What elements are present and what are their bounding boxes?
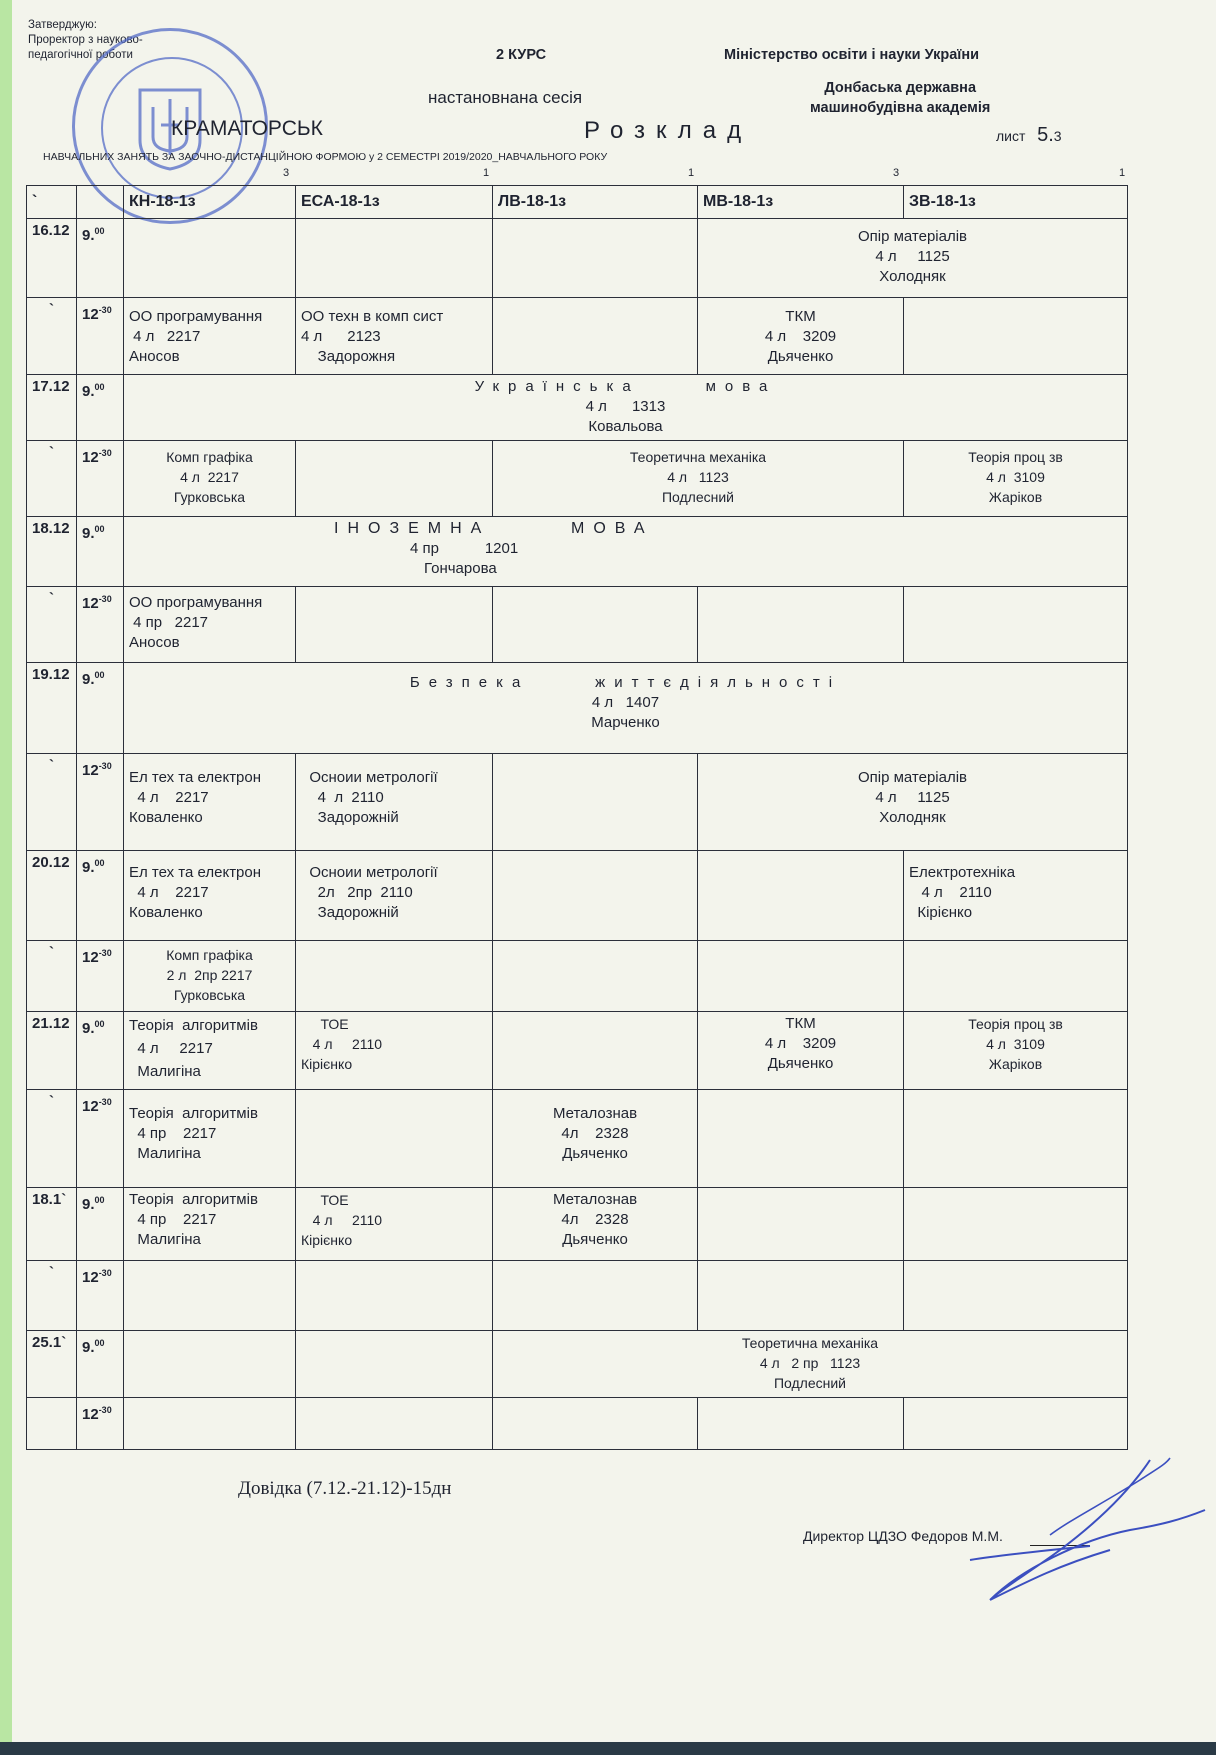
lesson-cell: ТКМ 4 л 3209 Дьяченко <box>698 298 904 375</box>
lesson-cell: Осноии метрології 2л 2пр 2110 Задорожній <box>296 851 493 941</box>
time-cell: $12^{-30}$ <box>77 587 124 663</box>
column-number: 1 <box>483 167 490 179</box>
course-label: 2 КУРС <box>496 47 547 63</box>
lesson-cell: Комп графіка 2 л 2пр 2217 Гурковська <box>124 941 296 1012</box>
date-cell: ` <box>27 754 77 851</box>
column-number: 3 <box>893 167 900 179</box>
time-cell: 9.00 <box>77 851 124 941</box>
time-cell: $12^{-30}$ <box>77 1090 124 1188</box>
approval-line: Проректор з науково- <box>28 34 143 46</box>
lesson-cell: ОО програмування 4 пр 2217 Аносов <box>124 587 296 663</box>
time-cell: 9.00 <box>77 375 124 441</box>
lesson-cell: Комп графіка 4 л 2217 Гурковська <box>124 441 296 517</box>
header-row <box>27 186 1128 219</box>
date-cell: 21.12 <box>27 1012 77 1090</box>
lesson-cell <box>904 298 1128 375</box>
handwritten-signature-icon <box>930 1450 1210 1620</box>
date-cell: 20.12 <box>27 851 77 941</box>
date-cell: 16.12 <box>27 219 77 298</box>
lesson-cell <box>296 1331 493 1398</box>
time-cell: 9.00 <box>77 663 124 754</box>
lesson-cell: Електротехніка 4 л 2110 Кірієнко <box>904 851 1128 941</box>
date-cell: ` <box>27 298 77 375</box>
date-cell: 19.12 <box>27 663 77 754</box>
sheet-number <box>996 124 1062 147</box>
lesson-cell: Металознав 4л 2328 Дьяченко <box>493 1090 698 1188</box>
sheet-sub: 3 <box>1053 128 1062 144</box>
city-name: КРАМАТОРСЬК <box>171 117 323 140</box>
table-row <box>27 1398 1128 1450</box>
lesson-cell <box>124 219 296 298</box>
table-row <box>27 587 1128 663</box>
table-row <box>27 1331 1128 1398</box>
lesson-cell: Осноии метрології 4 л 2110 Задорожній <box>296 754 493 851</box>
table-row <box>27 375 1128 441</box>
approval-line: педагогічної роботи <box>28 49 133 61</box>
sheet-num: 5. <box>1037 124 1054 146</box>
lesson-cell <box>493 587 698 663</box>
group-header: КН-18-1з <box>124 186 296 219</box>
lesson-cell: Теоретична механіка 4 л 2 пр 1123 Подлесний <box>493 1331 1128 1398</box>
table-row <box>27 219 1128 298</box>
date-cell: ` <box>27 587 77 663</box>
corner-cell: ` <box>27 186 77 219</box>
time-cell: 9.00 <box>77 517 124 587</box>
lesson-cell: ТОЕ 4 л 2110 Кірієнко <box>296 1188 493 1261</box>
lesson-cell <box>296 587 493 663</box>
schedule-table <box>26 185 1128 1450</box>
lesson-cell <box>493 298 698 375</box>
column-number: 1 <box>1119 167 1126 179</box>
lesson-cell <box>493 851 698 941</box>
time-cell: $12^{-30}$ <box>77 441 124 517</box>
lesson-cell <box>904 1398 1128 1450</box>
date-cell <box>27 1398 77 1450</box>
time-cell: $12^{-30}$ <box>77 754 124 851</box>
date-cell: ` <box>27 1261 77 1331</box>
time-cell: 9.00 <box>77 1188 124 1261</box>
scan-bottom-edge <box>0 1742 1216 1755</box>
lesson-cell <box>296 1261 493 1331</box>
lesson-cell <box>904 1090 1128 1188</box>
lesson-cell: Ел тех та електрон 4 л 2217 Коваленко <box>124 754 296 851</box>
lesson-cell: ТКМ 4 л 3209 Дьяченко <box>698 1012 904 1090</box>
lesson-cell <box>698 1261 904 1331</box>
lesson-cell: ТОЕ 4 л 2110 Кірієнко <box>296 1012 493 1090</box>
date-cell: 17.12 <box>27 375 77 441</box>
time-cell: $12^{-30}$ <box>77 941 124 1012</box>
date-cell: ` <box>27 1090 77 1188</box>
table-row <box>27 298 1128 375</box>
table-row <box>27 941 1128 1012</box>
lesson-cell <box>493 1012 698 1090</box>
lesson-cell <box>296 941 493 1012</box>
table-row <box>27 754 1128 851</box>
academy-name <box>810 78 990 118</box>
time-cell: $12^{-30}$ <box>77 1261 124 1331</box>
lesson-cell: Теорія алгоритмів 4 пр 2217 Малигіна <box>124 1090 296 1188</box>
lesson-cell <box>296 1090 493 1188</box>
lesson-cell: ОО техн в комп сист 4 л 2123 Задорожня <box>296 298 493 375</box>
scan-edge-strip <box>0 0 12 1755</box>
lesson-cell: Опір матеріалів 4 л 1125 Холодняк <box>698 219 1128 298</box>
lesson-cell: Теорія алгоритмів 4 л 2217 Малигіна <box>124 1012 296 1090</box>
academy-line: Донбаська державна <box>824 80 977 96</box>
date-cell: ` <box>27 441 77 517</box>
table-row <box>27 441 1128 517</box>
group-header: ЕСА-18-1з <box>296 186 493 219</box>
session-label: настановнана сесія <box>428 88 583 107</box>
lesson-cell: Теоретична механіка 4 л 1123 Подлесний <box>493 441 904 517</box>
table-row <box>27 1261 1128 1331</box>
table-row <box>27 517 1128 587</box>
group-header: ЗВ-18-1з <box>904 186 1128 219</box>
time-cell: 9.00 <box>77 1012 124 1090</box>
column-number: 3 <box>283 167 290 179</box>
lesson-cell <box>698 1188 904 1261</box>
group-header: МВ-18-1з <box>698 186 904 219</box>
lesson-cell <box>698 1090 904 1188</box>
lesson-cell <box>904 941 1128 1012</box>
table-row <box>27 663 1128 754</box>
page-title: Розклад <box>584 117 753 144</box>
lesson-cell <box>124 1261 296 1331</box>
page-subtitle: НАВЧАЛЬНИХ ЗАНЯТЬ ЗА ЗАОЧНО-ДИСТАНЦІЙНОЮ ФОРМОЮ у 2 СЕМЕСТРІ 2019/2020_НАВЧАЛЬНОГО РОКУ <box>43 151 608 163</box>
table-row <box>27 1090 1128 1188</box>
lesson-cell: Ел тех та електрон 4 л 2217 Коваленко <box>124 851 296 941</box>
lesson-cell <box>904 1188 1128 1261</box>
reference-note: Довідка (7.12.-21.12)-15дн <box>238 1478 452 1499</box>
lesson-cell: ОО програмування 4 л 2217 Аносов <box>124 298 296 375</box>
column-number: 1 <box>688 167 695 179</box>
date-cell: 18.1` <box>27 1188 77 1261</box>
lesson-cell <box>493 941 698 1012</box>
time-cell: $12^{-30}$ <box>77 298 124 375</box>
lesson-cell: Опір матеріалів 4 л 1125 Холодняк <box>698 754 1128 851</box>
lesson-cell <box>904 1261 1128 1331</box>
lesson-cell: Безпека життєдіяльності 4 л 1407 Марченко <box>124 663 1128 754</box>
lesson-cell <box>493 219 698 298</box>
lesson-cell: Металознав 4л 2328 Дьяченко <box>493 1188 698 1261</box>
ministry-name: Міністерство освіти і науки України <box>724 47 980 63</box>
group-header: ЛВ-18-1з <box>493 186 698 219</box>
lesson-cell <box>493 1261 698 1331</box>
time-cell: 9.00 <box>77 219 124 298</box>
table-row <box>27 1188 1128 1261</box>
lesson-cell: ІНОЗЕМНА МОВА 4 пр 1201 Гончарова <box>124 517 1128 587</box>
table-row <box>27 851 1128 941</box>
date-cell: 18.12 <box>27 517 77 587</box>
lesson-cell <box>124 1398 296 1450</box>
date-cell: 25.1` <box>27 1331 77 1398</box>
lesson-cell <box>698 941 904 1012</box>
lesson-cell <box>296 1398 493 1450</box>
approval-line: Затверджую: <box>28 19 97 31</box>
time-cell: 9.00 <box>77 1331 124 1398</box>
lesson-cell <box>124 1331 296 1398</box>
lesson-cell: Теорія проц зв 4 л 3109 Жаріков <box>904 1012 1128 1090</box>
lesson-cell <box>698 1398 904 1450</box>
lesson-cell: Українська мова 4 л 1313 Ковальова <box>124 375 1128 441</box>
table-row <box>27 1012 1128 1090</box>
time-cell: $12^{-30}$ <box>77 1398 124 1450</box>
lesson-cell <box>296 219 493 298</box>
corner-cell <box>77 186 124 219</box>
sheet-label: лист <box>996 128 1026 144</box>
lesson-cell <box>493 1398 698 1450</box>
lesson-cell <box>296 441 493 517</box>
academy-line: машинобудівна академія <box>810 100 991 116</box>
lesson-cell: Теорія алгоритмів 4 пр 2217 Малигіна <box>124 1188 296 1261</box>
lesson-cell <box>698 587 904 663</box>
director-signature-line: Директор ЦДЗО Федоров М.М. <box>803 1528 1003 1544</box>
lesson-cell <box>904 587 1128 663</box>
lesson-cell: Теорія проц зв 4 л 3109 Жаріков <box>904 441 1128 517</box>
lesson-cell <box>698 851 904 941</box>
date-cell: ` <box>27 941 77 1012</box>
lesson-cell <box>493 754 698 851</box>
